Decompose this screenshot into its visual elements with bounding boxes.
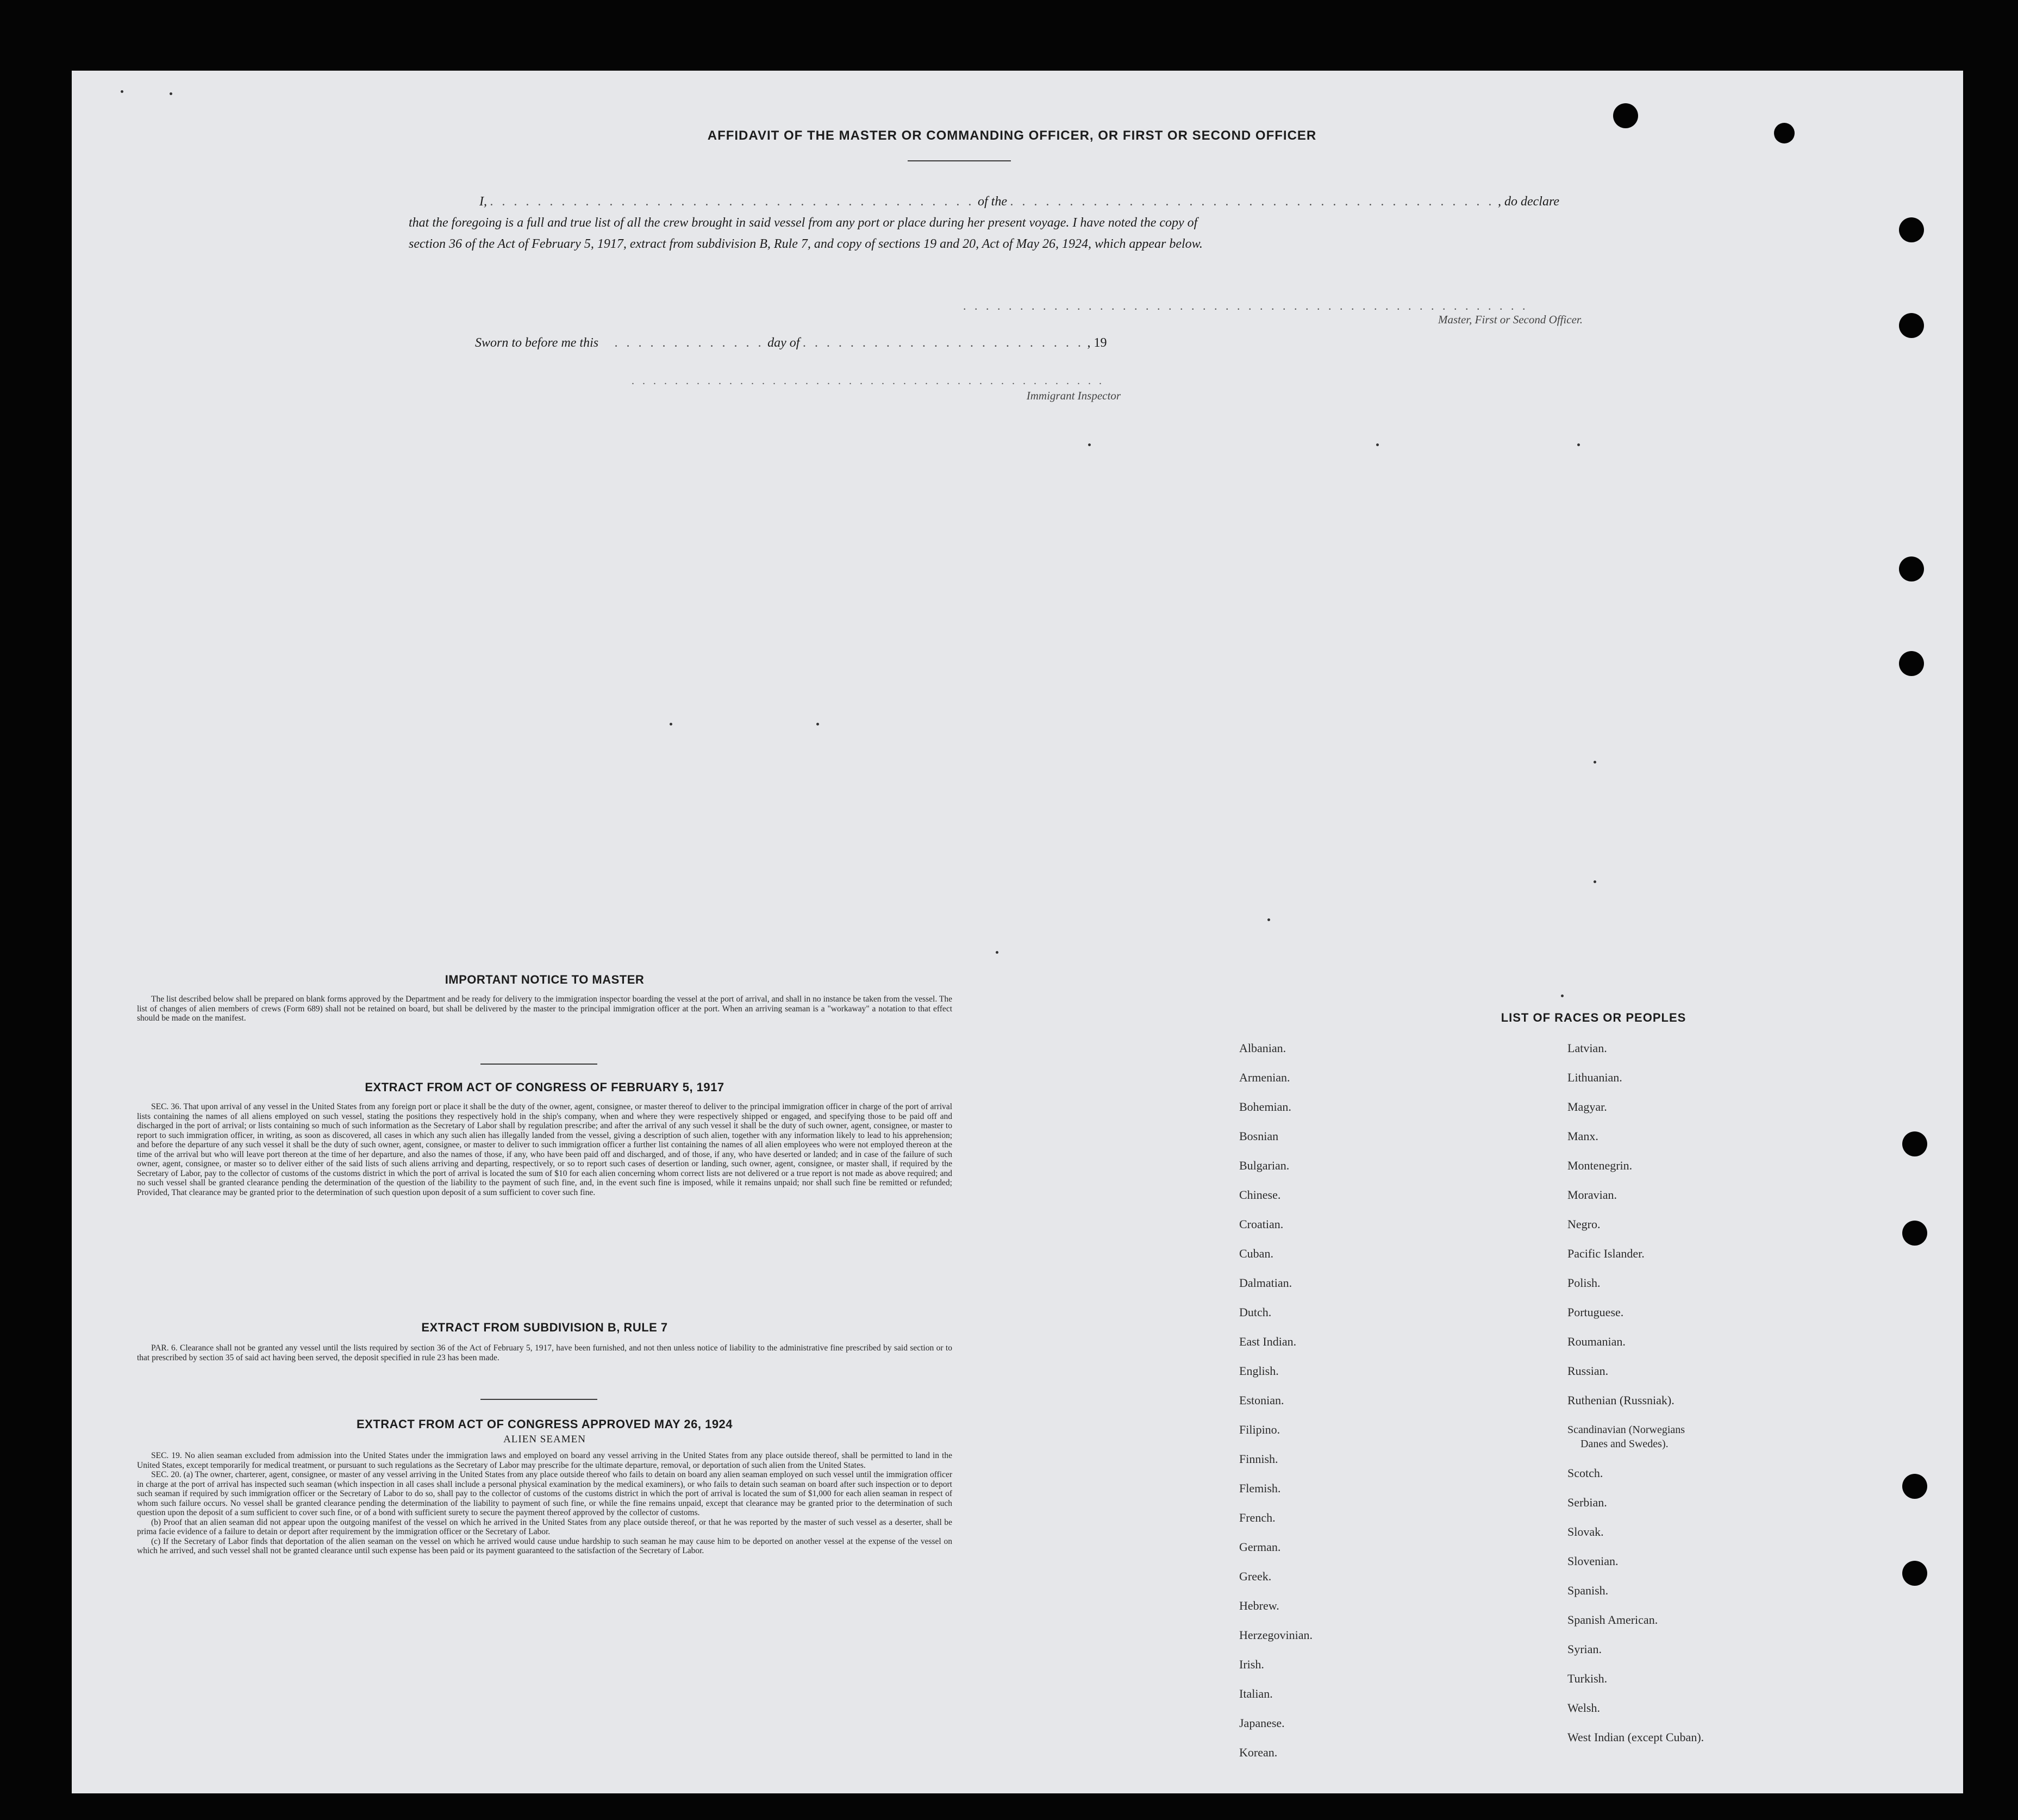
- race-left-item: Albanian.: [1239, 1041, 1286, 1055]
- race-right-item: Magyar.: [1567, 1100, 1607, 1114]
- sworn-day-field[interactable]: . . . . . . . . . . . . .: [615, 336, 765, 350]
- notice-paragraph: The list described below shall be prepared on blank forms approved by the Department and be ready for delivery to the immigration inspector boarding the vessel at the port of arrival, and shall in no instance be taken from the vessel. The list of changes of alien members of crews (Form 689) shall not be retained on board, but shall be delivered by the master to the principal immigration officer at the port. When an arriving seaman is a "workaway" a notation to that effect should be made on the manifest.: [137, 995, 952, 1023]
- paper-speck: [170, 92, 172, 95]
- vessel-name-field[interactable]: . . . . . . . . . . . . . . . . . . . . . . . . . . . . . . . . . . . . . . . . .: [1010, 195, 1495, 209]
- declarant-name-field[interactable]: . . . . . . . . . . . . . . . . . . . . . . . . . . . . . . . . . . . . . . . . .: [490, 195, 974, 209]
- paper-speck: [1577, 443, 1580, 446]
- race-right-item: Ruthenian (Russniak).: [1567, 1393, 1675, 1407]
- master-signature-line[interactable]: . . . . . . . . . . . . . . . . . . . . . . . . . . . . . . . . . . . . . . . . . . . . . . . . . .: [963, 299, 1528, 312]
- race-right-item: Danes and Swedes).: [1580, 1438, 1669, 1450]
- race-left-item: Hebrew.: [1239, 1599, 1279, 1612]
- section-divider: [480, 1064, 597, 1065]
- declarant-prefix: I,: [479, 195, 487, 209]
- punch-hole: [1613, 103, 1638, 128]
- race-right-item: Portuguese.: [1567, 1305, 1624, 1319]
- race-right-item: Lithuanian.: [1567, 1071, 1622, 1084]
- race-right-item: Montenegrin.: [1567, 1159, 1633, 1172]
- race-left-item: Dalmatian.: [1239, 1276, 1292, 1290]
- paper-speck: [996, 951, 998, 954]
- race-right-item: Pacific Islander.: [1567, 1247, 1645, 1260]
- race-right-item: Syrian.: [1567, 1642, 1602, 1656]
- race-right-item: Moravian.: [1567, 1188, 1617, 1202]
- race-left-item: Greek.: [1239, 1569, 1272, 1583]
- section-20c-paragraph: (c) If the Secretary of Labor finds that deportation of the alien seaman on the vessel on which he arrived would cause undue hardship to such seaman he may cause him to be deported on another vessel at the expense of the vessel on which he arrived, and such vessel shall not be granted clearance until such expense has been paid or its payment guaranteed to the satisfaction of the Secretary of Labor.: [137, 1536, 952, 1555]
- declare-suffix: , do declare: [1498, 195, 1560, 209]
- race-right-item: Negro.: [1567, 1217, 1601, 1231]
- race-right-item: West Indian (except Cuban).: [1567, 1730, 1704, 1744]
- document-sheet: [72, 71, 1963, 1793]
- race-left-item: Japanese.: [1239, 1716, 1285, 1730]
- race-left-item: Finnish.: [1239, 1452, 1278, 1466]
- race-right-item: Spanish American.: [1567, 1613, 1658, 1627]
- punch-hole: [1902, 1561, 1927, 1586]
- race-left-item: French.: [1239, 1511, 1276, 1524]
- extract-1924-title: EXTRACT FROM ACT OF CONGRESS APPROVED MAY 26, 1924: [356, 1417, 733, 1431]
- paper-speck: [1267, 918, 1270, 921]
- punch-hole: [1899, 217, 1924, 242]
- title-divider: [908, 160, 1011, 161]
- race-right-item: Slovenian.: [1567, 1554, 1619, 1568]
- punch-hole: [1774, 123, 1795, 143]
- section-20b-paragraph: (b) Proof that an alien seaman did not appear upon the outgoing manifest of the vessel on which he arrived in the United States from any place outside thereof, or that he was reported by the master of such vessel as a deserter, shall be prima facie evidence of a failure to detain or deport after requirement by the immigration officer or the Secretary of Labor.: [137, 1517, 952, 1536]
- sworn-month-field[interactable]: . . . . . . . . . . . . . . . . . . . . . . . .: [803, 336, 1084, 350]
- extract-rule7-text: [137, 1343, 952, 1362]
- inspector-signature-line[interactable]: . . . . . . . . . . . . . . . . . . . . . . . . . . . . . . . . . . . . . . . . . . . .: [632, 375, 1104, 387]
- race-left-item: Herzegovinian.: [1239, 1628, 1313, 1642]
- paper-speck: [1594, 880, 1596, 883]
- extract-1917-title: EXTRACT FROM ACT OF CONGRESS OF FEBRUARY 5, 1917: [365, 1080, 724, 1094]
- paper-speck: [1594, 761, 1596, 764]
- punch-hole: [1902, 1474, 1927, 1499]
- race-right-item: Turkish.: [1567, 1672, 1608, 1685]
- punch-hole: [1899, 651, 1924, 676]
- race-right-item: Manx.: [1567, 1129, 1598, 1143]
- punch-hole: [1899, 313, 1924, 338]
- extract-rule7-title: EXTRACT FROM SUBDIVISION B, RULE 7: [421, 1321, 668, 1334]
- notice-text: [137, 995, 952, 1023]
- day-of-label: day of: [767, 336, 800, 350]
- notice-title: IMPORTANT NOTICE TO MASTER: [445, 973, 645, 986]
- race-left-item: Irish.: [1239, 1658, 1264, 1671]
- race-right-item: Russian.: [1567, 1364, 1609, 1378]
- race-left-item: Filipino.: [1239, 1423, 1280, 1436]
- sworn-prefix: Sworn to before me this: [475, 336, 599, 350]
- race-right-item: Spanish.: [1567, 1584, 1609, 1597]
- affidavit-title: AFFIDAVIT OF THE MASTER OR COMMANDING OFFICER, OR FIRST OR SECOND OFFICER: [707, 128, 1317, 143]
- master-signature-label: Master, First or Second Officer.: [1438, 313, 1583, 326]
- race-right-item: Serbian.: [1567, 1496, 1607, 1509]
- vessel-prefix: of the: [978, 195, 1007, 209]
- race-left-item: Dutch.: [1239, 1305, 1272, 1319]
- race-left-item: Italian.: [1239, 1687, 1273, 1700]
- inspector-signature-label: Immigrant Inspector: [1026, 389, 1121, 402]
- paper-speck: [121, 90, 123, 93]
- punch-hole: [1899, 556, 1924, 581]
- race-right-item: Polish.: [1567, 1276, 1601, 1290]
- race-right-item: Welsh.: [1567, 1701, 1600, 1715]
- race-left-item: Bulgarian.: [1239, 1159, 1290, 1172]
- races-title: LIST OF RACES OR PEOPLES: [1501, 1011, 1686, 1024]
- race-right-item: Scandinavian (Norwegians: [1567, 1424, 1685, 1436]
- race-left-item: Estonian.: [1239, 1393, 1284, 1407]
- race-left-item: Croatian.: [1239, 1217, 1284, 1231]
- extract-1924-subtitle: ALIEN SEAMEN: [503, 1434, 586, 1445]
- section-divider: [480, 1399, 597, 1400]
- race-left-item: English.: [1239, 1364, 1279, 1378]
- race-left-item: German.: [1239, 1540, 1281, 1554]
- declaration-line-3: section 36 of the Act of February 5, 1917, extract from subdivision B, Rule 7, and copy of sections 19 and 20, Act of May 26, 1924, which appear below.: [409, 237, 1203, 251]
- race-left-item: East Indian.: [1239, 1335, 1297, 1348]
- section-36-paragraph: SEC. 36. That upon arrival of any vessel in the United States from any foreign port or place it shall be the duty of the owner, agent, consignee, or master thereof to deliver to the principal immigration officer in charge of the port of arrival lists containing the names of all aliens employed on such vessel, stating the positions they respectively hold in the ship's company, when and where they were respectively shipped or engaged, and specifying those to be paid off and discharged in the port of arrival; or lists containing so much of such information as the Secretary of Labor shall by regulation prescribe; and after the arrival of any such vessel it shall be the duty of such owner, agent, consignee, or master to report to such immigration officer, in writing, as soon as discovered, all cases in which any such alien has illegally landed from the vessel, giving a description of such alien, together with any information likely to lead to his apprehension; and before the departure of any such vessel it shall be the duty of such owner, agent, consignee, or master to deliver to such immigration officer a further list containing the names of all alien employees who were not employed thereon at the time of the arrival but who will leave port thereon at the time of her departure, and also the names of those, if any, who have been paid off and discharged, and of those, if any, who have deserted or landed; and in case of the failure of such owner, agent, consignee, or master so to deliver either of the said lists of such aliens arriving and departing, respectively, or so to report such cases of desertion or landing, such owner, agent, consignee, or master shall, if required by the Secretary of Labor, pay to the collector of customs of the customs district in which the port of arrival is located the sum of $10 for each alien concerning whom correct lists are not delivered or a true report is not made as above required; and no such vessel shall be granted clearance pending the determination of the question of the liability to the payment of such fine, and, in the event such fine is imposed, while it remains unpaid; nor shall such fine be remitted or refunded; Provided, That clearance may be granted prior to the determination of such question upon deposit of a sum sufficient to cover such fine.: [137, 1102, 952, 1197]
- declaration-text: [409, 191, 1583, 255]
- paper-speck: [1376, 443, 1379, 446]
- punch-hole: [1902, 1221, 1927, 1246]
- paper-speck: [1088, 443, 1091, 446]
- paper-speck: [670, 723, 672, 726]
- extract-1924-text: [137, 1451, 952, 1556]
- section-20a-paragraph: SEC. 20. (a) The owner, charterer, agent, consignee, or master of any vessel arriving in the United States from any place outside thereof who fails to detain on board any alien seaman employed on such vessel until the immigration officer in charge at the port of arrival has inspected such seaman (which inspection in all cases shall include a personal physical examination by the medical examiners), or who fails to detain such seaman on board after such inspection or to deport such seaman if required by such immigration officer or the Secretary of Labor to do so, shall pay to the collector of customs of the customs district in which the port of arrival is located the sum of $1,000 for each alien seaman in respect of whom such failure occurs. No vessel shall be granted clearance pending the determination of the liability to payment of such fine, or while the fine remains unpaid, except that clearance may be granted prior to the determination of such question upon the deposit of a sum sufficient to cover such fine, or of a bond with sufficient surety to secure the payment thereof approved by the collector of customs.: [137, 1470, 952, 1517]
- declaration-line-2: that the foregoing is a full and true list of all the crew brought in said vessel from any port or place during her present voyage. I have noted the copy of: [409, 216, 1198, 230]
- race-left-item: Bohemian.: [1239, 1100, 1291, 1114]
- section-19-paragraph: SEC. 19. No alien seaman excluded from admission into the United States under the immigration laws and employed on board any vessel arriving in the United States from any place outside thereof, shall be permitted to land in the United States, except temporarily for medical treatment, or pursuant to such regulations as the Secretary of Labor may prescribe for the ultimate departure, removal, or deportation of such alien from the United States.: [137, 1451, 952, 1470]
- race-right-item: Latvian.: [1567, 1041, 1607, 1055]
- race-left-item: Bosnian: [1239, 1129, 1279, 1143]
- paper-speck: [1561, 995, 1564, 997]
- par-6-paragraph: PAR. 6. Clearance shall not be granted any vessel until the lists required by section 36 of the Act of February 5, 1917, have been furnished, and not then unless notice of liability to the administrative fine prescribed by said section or to that prescribed by section 35 of said act having been served, the deposit specified in rule 23 has been made.: [137, 1343, 952, 1362]
- paper-speck: [816, 723, 819, 726]
- extract-1917-text: [137, 1102, 952, 1197]
- sworn-line: [475, 336, 1107, 351]
- race-left-item: Chinese.: [1239, 1188, 1281, 1202]
- race-right-item: Slovak.: [1567, 1525, 1604, 1538]
- punch-hole: [1902, 1131, 1927, 1156]
- race-right-item: Scotch.: [1567, 1466, 1603, 1480]
- race-left-item: Cuban.: [1239, 1247, 1273, 1260]
- race-left-item: Armenian.: [1239, 1071, 1290, 1084]
- race-left-item: Korean.: [1239, 1746, 1278, 1759]
- race-right-item: Roumanian.: [1567, 1335, 1626, 1348]
- year-prefix: , 19: [1087, 336, 1107, 350]
- declaration-line-1: [409, 191, 1583, 212]
- race-left-item: Flemish.: [1239, 1481, 1281, 1495]
